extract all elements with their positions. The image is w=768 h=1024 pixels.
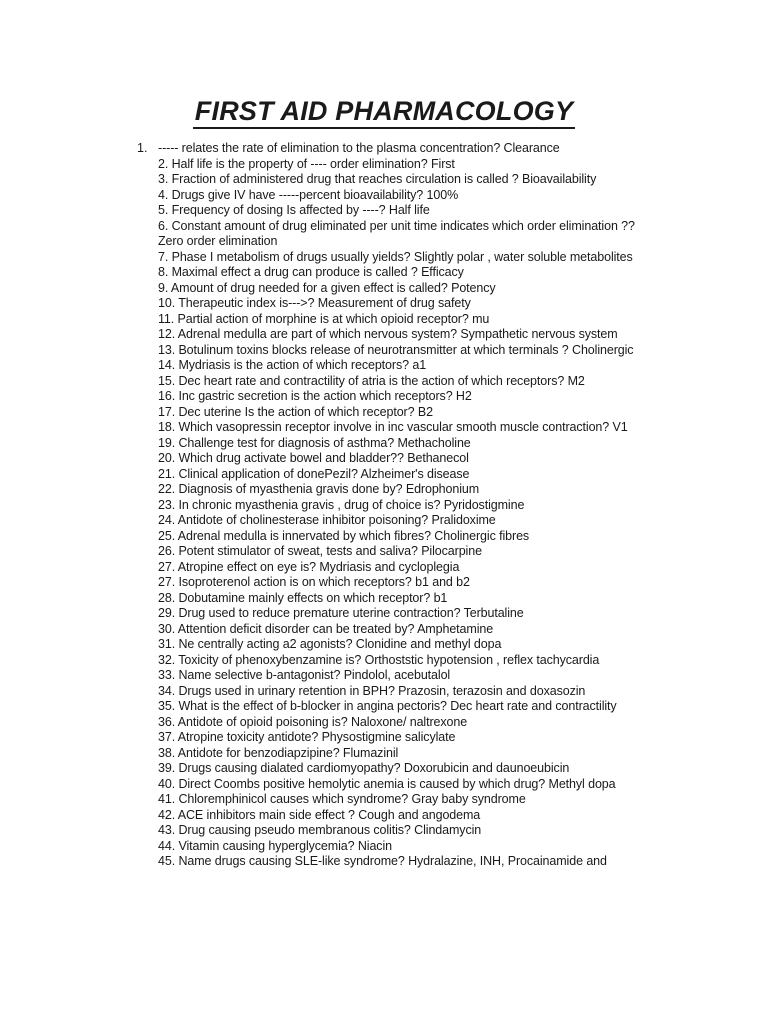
- list-first-number: 1.: [137, 141, 148, 155]
- list-item: 25. Adrenal medulla is innervated by which fibres? Cholinergic fibres: [158, 528, 530, 543]
- list-item: 9. Amount of drug needed for a given effect is called? Potency: [158, 280, 496, 295]
- list-item: 4. Drugs give IV have -----percent bioavailability? 100%: [158, 187, 459, 202]
- list-item: 41. Chloremphinicol causes which syndrome? Gray baby syndrome: [158, 792, 526, 806]
- list-item: 5. Frequency of dosing Is affected by ----? Half life: [158, 203, 430, 217]
- list-item: 2. Half life is the property of ---- order elimination? First: [158, 156, 455, 171]
- list-item: 38. Antidote for benzodiapzipine? Flumazinil: [158, 745, 399, 760]
- list-item: 43. Drug causing pseudo membranous colitis? Clindamycin: [158, 823, 482, 837]
- list-item: 15. Dec heart rate and contractility of atria is the action of which receptors? M2: [158, 373, 585, 388]
- list-item: 16. Inc gastric secretion is the action which receptors? H2: [158, 389, 472, 403]
- list-item: 33. Name selective b-antagonist? Pindolol, acebutalol: [158, 668, 451, 682]
- list-item: 42. ACE inhibitors main side effect ? Cough and angodema: [158, 807, 481, 822]
- list-item: 20. Which drug activate bowel and bladder?? Bethanecol: [158, 451, 469, 465]
- list-item: 12. Adrenal medulla are part of which nervous system? Sympathetic nervous system: [158, 327, 618, 341]
- list-item: 26. Potent stimulator of sweat, tests and saliva? Pilocarpine: [158, 544, 482, 558]
- list-item: 45. Name drugs causing SLE-like syndrome? Hydralazine, INH, Procainamide and: [158, 854, 607, 868]
- list-item: 7. Phase I metabolism of drugs usually yields? Slightly polar , water soluble metabolites: [158, 249, 633, 264]
- list-item: 40. Direct Coombs positive hemolytic anemia is caused by which drug? Methyl dopa: [158, 776, 616, 791]
- list-item: 22. Diagnosis of myasthenia gravis done by? Edrophonium: [158, 482, 480, 496]
- list-item: 29. Drug used to reduce premature uterine contraction? Terbutaline: [158, 606, 524, 620]
- list-item: 31. Ne centrally acting a2 agonists? Clonidine and methyl dopa: [158, 637, 502, 651]
- list-item: 18. Which vasopressin receptor involve in inc vascular smooth muscle contraction? V1: [158, 420, 628, 434]
- list-item: 32. Toxicity of phenoxybenzamine is? Orthoststic hypotension , reflex tachycardia: [158, 652, 600, 667]
- list-item: 30. Attention deficit disorder can be treated by? Amphetamine: [158, 621, 494, 636]
- list-item: 14. Mydriasis is the action of which receptors? a1: [158, 358, 427, 372]
- list-item: 13. Botulinum toxins blocks release of neurotransmitter at which terminals ? Cholinergic: [158, 342, 634, 357]
- list-item: 44. Vitamin causing hyperglycemia? Niacin: [158, 838, 392, 853]
- list-item: 17. Dec uterine Is the action of which receptor? B2: [158, 404, 433, 419]
- list-item: 21. Clinical application of donePezil? Alzheimer's disease: [158, 466, 470, 481]
- list-item: 8. Maximal effect a drug can produce is called ? Efficacy: [158, 265, 464, 279]
- page-title: FIRST AID PHARMACOLOGY: [193, 95, 575, 129]
- list-item: 23. In chronic myasthenia gravis , drug of choice is? Pyridostigmine: [158, 497, 525, 512]
- list-item: 34. Drugs used in urinary retention in BPH? Prazosin, terazosin and doxasozin: [158, 683, 586, 698]
- list-item: 27. Atropine effect on eye is? Mydriasis and cycloplegia: [158, 559, 460, 574]
- list-item: 37. Atropine toxicity antidote? Physostigmine salicylate: [158, 730, 456, 744]
- list-item: 11. Partial action of morphine is at which opioid receptor? mu: [158, 311, 490, 326]
- question-answer-list: [158, 141, 658, 870]
- list-item: 35. What is the effect of b-blocker in angina pectoris? Dec heart rate and contractility: [158, 699, 617, 713]
- list-item: 27. Isoproterenol action is on which receptors? b1 and b2: [158, 575, 470, 589]
- list-item: ----- relates the rate of elimination to the plasma concentration? Clearance: [158, 141, 560, 155]
- list-item: 36. Antidote of opioid poisoning is? Naloxone/ naltrexone: [158, 714, 468, 729]
- list-item: 10. Therapeutic index is--->? Measurement of drug safety: [158, 296, 471, 310]
- page-title-wrapper: [0, 91, 768, 129]
- list-item: 28. Dobutamine mainly effects on which receptor? b1: [158, 590, 448, 605]
- list-item: 3. Fraction of administered drug that reaches circulation is called ? Bioavailability: [158, 172, 597, 186]
- list-item: 19. Challenge test for diagnosis of asthma? Methacholine: [158, 435, 471, 450]
- list-item: 39. Drugs causing dialated cardiomyopathy? Doxorubicin and daunoeubicin: [158, 761, 570, 775]
- list-item: 24. Antidote of cholinesterase inhibitor poisoning? Pralidoxime: [158, 513, 496, 527]
- list-item: 6. Constant amount of drug eliminated per unit time indicates which order elimination ?? Zero order elimination: [158, 218, 635, 248]
